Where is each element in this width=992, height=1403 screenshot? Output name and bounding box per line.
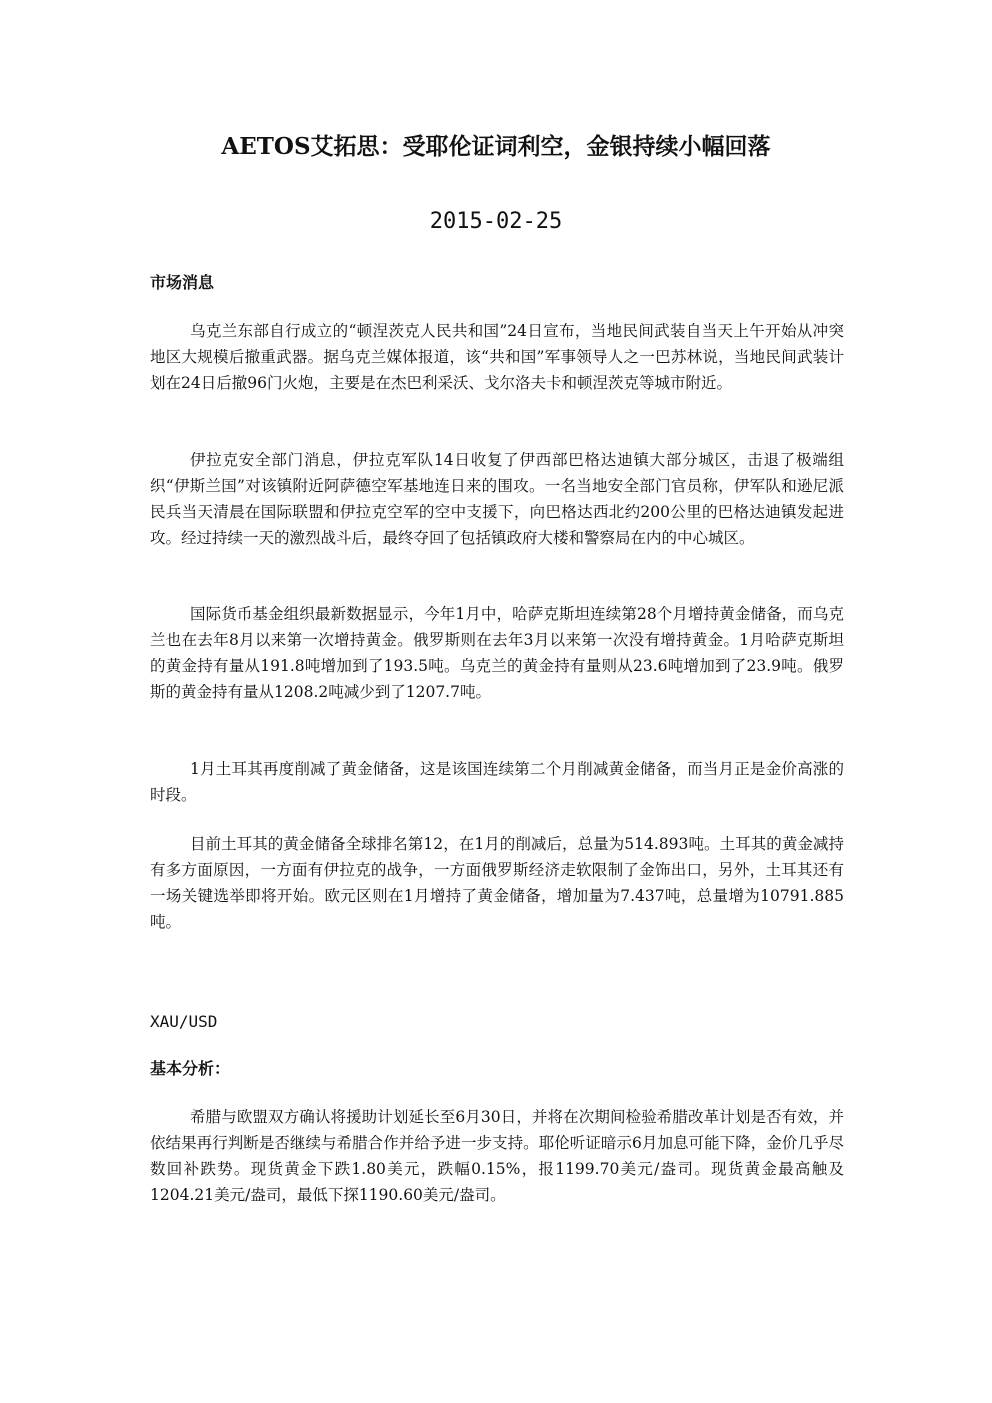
paragraph: 乌克兰东部自行成立的“顿涅茨克人民共和国”24日宣布，当地民间武装自当天上午开始从冲突地区大规模后撤重武器。据乌克兰媒体报道，该“共和国”军事领导人之一巴苏林说，当地民间武装计划在24日后撤96门火炮，主要是在杰巴利采沃、戈尔洛夫卡和顿涅茨克等城市附近。	[150, 322, 844, 392]
paragraph: 国际货币基金组织最新数据显示，今年1月中，哈萨克斯坦连续第28个月增持黄金储备，而乌克兰也在去年8月以来第一次增持黄金。俄罗斯则在去年3月以来第一次没有增持黄金。1月哈萨克斯坦的黄金持有量从191.8吨增加到了193.5吨。乌克兰的黄金持有量则从23.6吨增加到了23.9吨。俄罗斯的黄金持有量从1208.2吨减少到了1207.7吨。	[150, 605, 844, 701]
document-date: 2015-02-25	[429, 209, 563, 234]
section-heading-market-news: 市场消息	[150, 273, 215, 292]
document-title: AETOS艾拓思：受耶伦证词利空，金银持续小幅回落	[221, 133, 771, 160]
section-subheading-basic-analysis: 基本分析：	[150, 1059, 231, 1078]
section-heading-xau-usd: XAU/USD	[150, 1012, 218, 1031]
paragraph: 目前土耳其的黄金储备全球排名第12，在1月的削减后，总量为514.893吨。土耳其的黄金减持有多方面原因，一方面有伊拉克的战争，一方面俄罗斯经济走软限制了金饰出口，另外，土耳其还有一场关键选举即将开始。欧元区则在1月增持了黄金储备，增加量为7.437吨，总量增为10791.885吨。	[150, 835, 844, 931]
paragraph: 希腊与欧盟双方确认将援助计划延长至6月30日，并将在次期间检验希腊改革计划是否有效，并依结果再行判断是否继续与希腊合作并给予进一步支持。耶伦听证暗示6月加息可能下降，金价几乎尽数回补跌势。现货黄金下跌1.80美元，跌幅0.15%，报1199.70美元/盎司。现货黄金最高触及1204.21美元/盎司，最低下探1190.60美元/盎司。	[150, 1108, 844, 1204]
paragraph: 1月土耳其再度削减了黄金储备，这是该国连续第二个月削减黄金储备，而当月正是金价高涨的时段。	[150, 760, 844, 804]
paragraph: 伊拉克安全部门消息，伊拉克军队14日收复了伊西部巴格达迪镇大部分城区，击退了极端组织“伊斯兰国”对该镇附近阿萨德空军基地连日来的围攻。一名当地安全部门官员称，伊军队和逊尼派民兵当天清晨在国际联盟和伊拉克空军的空中支援下，向巴格达西北约200公里的巴格达迪镇发起进攻。经过持续一天的激烈战斗后，最终夺回了包括镇政府大楼和警察局在内的中心城区。	[150, 451, 844, 547]
